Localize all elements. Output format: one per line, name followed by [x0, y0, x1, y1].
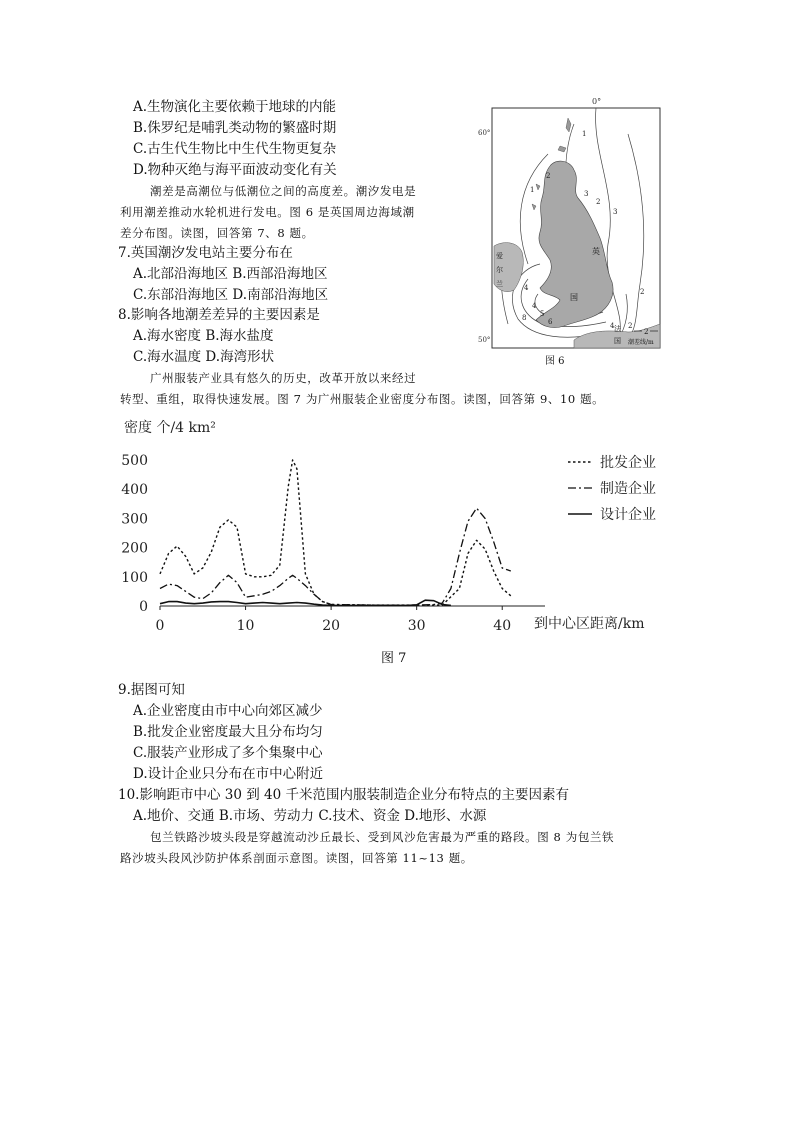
contour-label: 2: [596, 198, 601, 206]
lat-label-60: 60°: [478, 129, 491, 137]
ireland-label-char-1: 爱: [496, 252, 503, 260]
legend-label: 设计企业: [600, 507, 656, 523]
y-tick-label: 300: [121, 511, 148, 528]
y-tick-label: 200: [121, 540, 148, 557]
series-line-1: [160, 460, 511, 605]
x-tick-label: 40: [493, 618, 512, 634]
uk-label-char-1: 英: [592, 247, 600, 256]
intro-tide-line3: 差分布图。读图，回答第 7、8 题。: [120, 226, 314, 240]
legend-label: 批发企业: [600, 455, 656, 471]
lat-label-50: 50°: [478, 336, 491, 344]
contour-label: 3: [613, 208, 618, 216]
contour-label: 4: [532, 302, 537, 310]
france-label-char-1: 法: [614, 325, 621, 333]
legend-label: 潮差线/m: [628, 339, 654, 346]
contour-label: 2: [628, 322, 633, 330]
q8-stem: 8.影响各地潮差差异的主要因素是: [118, 307, 320, 323]
x-tick-label: 10: [236, 618, 255, 634]
contour-label: 2: [546, 172, 551, 180]
q8-options-cd: C.海水温度 D.海湾形状: [133, 349, 275, 365]
y-tick-label: 100: [121, 569, 148, 586]
intro-garment-line2: 转型、重组，取得快速发展。图 7 为广州服装企业密度分布图。读图，回答第 9、10 题。: [120, 392, 605, 406]
garment-density-chart: [110, 412, 690, 642]
intro-garment-line1: 广州服装产业具有悠久的历史，改革开放以来经过: [150, 371, 417, 385]
intro-tide-line2: 利用潮差推动水轮机进行发电。图 6 是英国周边海域潮: [120, 205, 415, 219]
ireland-label-char-3: 兰: [496, 280, 503, 288]
lon-label: 0°: [592, 97, 602, 106]
contour-label: 8: [522, 314, 527, 322]
uk-label-char-2: 国: [570, 293, 578, 302]
q7-stem: 7.英国潮汐发电站主要分布在: [118, 245, 293, 261]
q6-option-a: A.生物演化主要依赖于地球的内能: [133, 99, 337, 115]
q9-option-b: B.批发企业密度最大且分布均匀: [133, 724, 323, 740]
q7-options-ab: A.北部沿海地区 B.西部沿海地区: [133, 266, 328, 282]
chart-caption: 图 7: [381, 651, 407, 666]
intro-railway-line1: 包兰铁路沙坡头段是穿越流动沙丘最长、受到风沙危害最为严重的路段。图 8 为包兰铁: [150, 830, 615, 844]
q8-options-ab: A.海水密度 B.海水盐度: [133, 328, 274, 344]
contour-label: 5: [540, 310, 545, 318]
q6-option-c: C.古生代生物比中生代生物更复杂: [133, 141, 337, 157]
intro-railway-line2: 路沙坡头段风沙防护体系剖面示意图。读图，回答第 11~13 题。: [120, 851, 473, 865]
france-label-char-2: 国: [614, 337, 621, 345]
legend-value: 2: [644, 328, 649, 336]
q6-option-d: D.物种灭绝与海平面波动变化有关: [133, 162, 337, 178]
contour-label: 2: [640, 288, 645, 296]
y-tick-label: 500: [121, 453, 148, 469]
tidal-range-map: [478, 94, 670, 350]
q9-stem: 9.据图可知: [118, 682, 185, 698]
contour-label: 1: [582, 130, 587, 138]
map-caption: 图 6: [545, 356, 565, 367]
contour-label: 1: [530, 186, 535, 194]
ireland-label-char-2: 尔: [496, 266, 503, 274]
legend-label: 制造企业: [600, 481, 656, 497]
q10-stem: 10.影响距市中心 30 到 40 千米范围内服装制造企业分布特点的主要因素有: [118, 787, 569, 803]
series-line-3: [160, 600, 451, 605]
x-tick-label: 0: [155, 618, 165, 634]
x-tick-label: 20: [322, 618, 341, 634]
contour-label: 6: [548, 318, 553, 326]
intro-tide-line1: 潮差是高潮位与低潮位之间的高度差。潮汐发电是: [150, 184, 417, 198]
x-axis-title: 到中心区距离/km: [534, 616, 645, 632]
contour-label: 3: [584, 190, 589, 198]
y-tick-label: 400: [121, 482, 148, 499]
contour-label: 4: [610, 322, 615, 330]
q10-options: A.地价、交通 B.市场、劳动力 C.技术、资金 D.地形、水源: [133, 808, 487, 824]
y-axis-title: 密度 个/4 km²: [124, 420, 216, 436]
contour-label: 4: [524, 284, 529, 292]
x-tick-label: 30: [407, 618, 426, 634]
q7-options-cd: C.东部沿海地区 D.南部沿海地区: [133, 287, 329, 303]
q6-option-b: B.侏罗纪是哺乳类动物的繁盛时期: [133, 120, 337, 136]
q9-option-c: C.服装产业形成了多个集聚中心: [133, 745, 323, 761]
q9-option-a: A.企业密度由市中心向郊区减少: [133, 703, 323, 719]
y-tick-label: 0: [139, 599, 148, 615]
q9-option-d: D.设计企业只分布在市中心附近: [133, 766, 324, 782]
